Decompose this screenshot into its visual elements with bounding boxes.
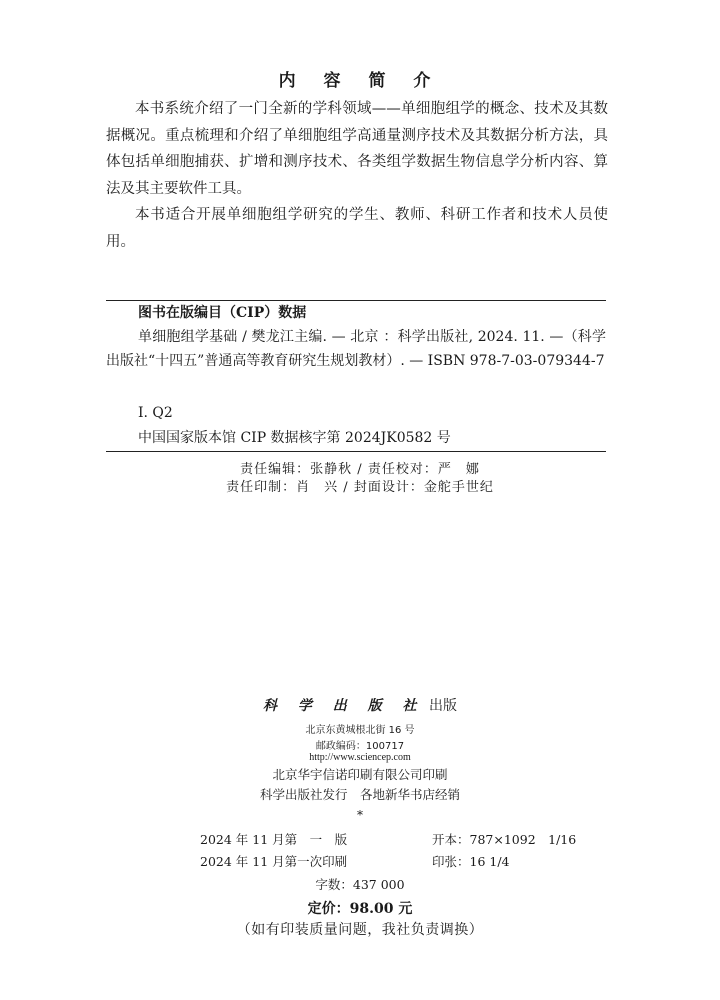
price: 定价：98.00 元 [307, 901, 413, 917]
publisher-name: 科 学 出 版 社 [263, 698, 425, 714]
intro-paragraph-1: 本书系统介绍了一门全新的学科领域——单细胞组学的概念、技术及其数据概况。重点梳理和介绍了单细胞组学高通量测序技术及其数据分析方法，具体包括单细胞捕获、扩增和测序技术、各类组学数据生物信息学分析内容、算法及其主要软件工具。 [106, 101, 608, 197]
cip-classification: Ⅰ. Q2 [138, 405, 173, 421]
intro-paragraph-2: 本书适合开展单细胞组学研究的学生、教师、科研工作者和技术人员使用。 [106, 207, 608, 250]
distribution-line: 科学出版社发行 各地新华书店经销 [259, 787, 460, 802]
book-format: 开本：787×1092 1/16 [432, 832, 577, 847]
edition-row [200, 830, 576, 848]
first-edition: 2024 年 11 月第 一 版 [200, 832, 348, 847]
cip-verification-number: 中国国家版本馆 CIP 数据核字第 2024JK0582 号 [138, 430, 451, 446]
page-title: 内 容 简 介 [278, 71, 442, 91]
postal-code: 邮政编码：100717 [315, 741, 405, 752]
production-credits: 责任印制：肖 兴 / 封面设计：金舵手世纪 [226, 480, 494, 495]
publisher-url: http://www.sciencep.com [309, 752, 411, 763]
cip-heading: 图书在版编目（CIP）数据 [138, 305, 307, 321]
publisher-line [0, 695, 720, 715]
cip-bottom-rule [106, 451, 606, 452]
publisher-suffix: 出版 [428, 698, 457, 714]
first-printing: 2024 年 11 月第一次印刷 [200, 854, 348, 869]
editor-credits: 责任编辑：张静秋 / 责任校对：严 娜 [240, 462, 480, 477]
quality-notice: （如有印装质量问题，我社负责调换） [236, 922, 484, 938]
printing-row [200, 852, 510, 870]
printed-sheets: 印张：16 1/4 [432, 854, 510, 869]
separator-asterisk: * [357, 808, 363, 822]
publisher-address: 北京东黄城根北街 16 号 [305, 725, 415, 736]
cip-record: 单细胞组学基础 / 樊龙江主编. — 北京 ：科学出版社, 2024. 11. —（科学出版社“十四五”普通高等教育研究生规划教材）. — ISBN 978-7-03-079344-7 [106, 329, 606, 369]
content-introduction [106, 96, 608, 255]
printer-line: 北京华宇信诺印刷有限公司印刷 [272, 767, 448, 782]
word-count: 字数：437 000 [315, 877, 405, 892]
